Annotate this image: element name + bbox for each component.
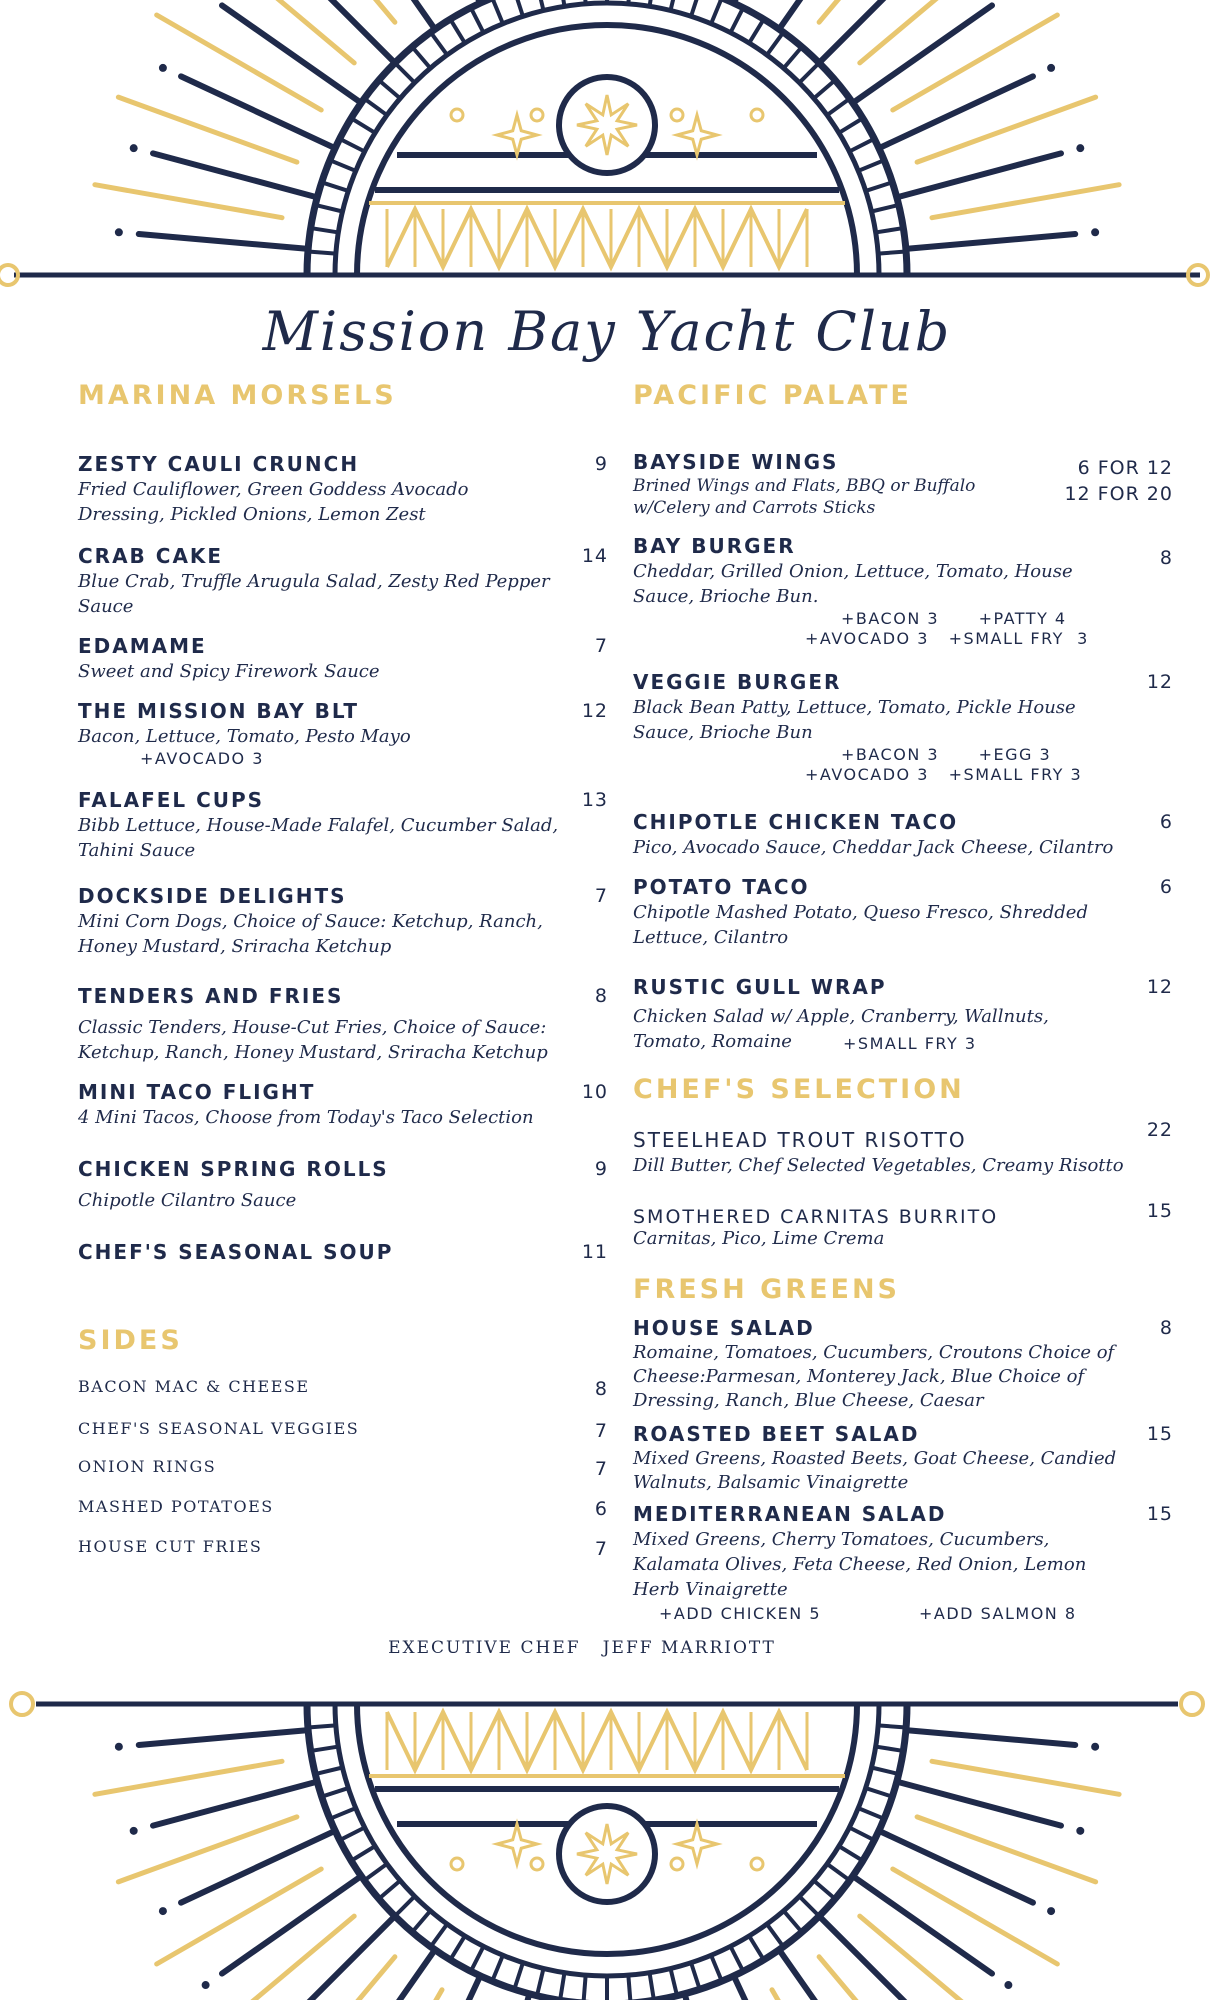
side-item	[78, 1496, 608, 1518]
item-description: Mixed Greens, Cherry Tomatoes, Cucumbers, Kalamata Olives, Feta Cheese, Red Onion, Lemon Herb Vinaigrette	[633, 1529, 1087, 1600]
item-price: 15	[1146, 1200, 1173, 1222]
item-name: VEGGIE BURGER	[633, 670, 842, 694]
item-name: CHEF'S SEASONAL SOUP	[78, 1240, 394, 1264]
side-item	[78, 1536, 608, 1558]
item-addon: +AVOCADO 3 +SMALL FRY 3	[805, 765, 1083, 784]
menu-item	[633, 974, 1173, 1054]
item-addon-row	[633, 1604, 1125, 1626]
restaurant-title: Mission Bay Yacht Club	[262, 300, 952, 363]
item-price: 7	[594, 635, 608, 657]
item-description: Brined Wings and Flats, BBQ or Buffalo w/Celery and Carrots Sticks	[633, 476, 976, 518]
menu-item	[633, 449, 1173, 519]
section-title-marina-morsels: MARINA MORSELS	[78, 380, 397, 411]
item-addon: +AVOCADO 3	[140, 749, 264, 768]
item-name: BAY BURGER	[633, 534, 796, 558]
menu-item	[633, 874, 1173, 950]
side-name: BACON MAC & CHEESE	[78, 1377, 310, 1396]
item-name: POTATO TACO	[633, 875, 810, 899]
menu-item	[633, 1315, 1173, 1413]
item-name: STEELHEAD TROUT RISOTTO	[633, 1128, 967, 1152]
item-addon: +SMALL FRY 3	[843, 1034, 977, 1053]
sunburst-header-ornament	[0, 0, 1214, 290]
item-name: SMOTHERED CARNITAS BURRITO	[633, 1206, 999, 1228]
menu-item	[633, 809, 1173, 860]
menu-item	[633, 1200, 1173, 1249]
executive-chef-credit: EXECUTIVE CHEF JEFF MARRIOTT	[388, 1638, 776, 1658]
item-price: 13	[581, 789, 608, 811]
menu-item	[78, 983, 608, 1065]
item-price: 8	[1159, 1317, 1173, 1339]
item-description: 4 Mini Tacos, Choose from Today's Taco Selection	[78, 1107, 534, 1128]
menu-item	[78, 1239, 608, 1265]
item-description: Mixed Greens, Roasted Beets, Goat Cheese, Candied Walnuts, Balsamic Vinaigrette	[633, 1448, 1117, 1493]
item-name: FALAFEL CUPS	[78, 788, 265, 812]
item-price: 15	[1146, 1503, 1173, 1525]
item-name: RUSTIC GULL WRAP	[633, 975, 887, 999]
side-name: MASHED POTATOES	[78, 1497, 274, 1516]
item-description: Blue Crab, Truffle Arugula Salad, Zesty Red Pepper Sauce	[78, 571, 550, 617]
section-title-pacific-palate: PACIFIC PALATE	[633, 380, 912, 411]
item-description: Sweet and Spicy Firework Sauce	[78, 661, 380, 682]
item-addon: +BACON 3 +EGG 3	[841, 745, 1052, 764]
side-name: HOUSE CUT FRIES	[78, 1537, 263, 1556]
menu-item	[633, 1501, 1173, 1626]
item-name: MEDITERRANEAN SALAD	[633, 1502, 947, 1526]
item-addon: +BACON 3 +PATTY 4	[841, 609, 1067, 628]
item-name: CRAB CAKE	[78, 544, 224, 568]
sunburst-footer-ornament	[0, 1690, 1214, 2000]
section-title-chefs-selection: CHEF'S SELECTION	[633, 1074, 965, 1105]
item-price: 22	[1146, 1119, 1173, 1141]
item-addon: +ADD CHICKEN 5	[659, 1604, 822, 1623]
right-column	[633, 380, 1173, 1626]
item-price: 11	[581, 1241, 608, 1263]
item-name: TENDERS AND FRIES	[78, 984, 344, 1008]
menu-item	[78, 633, 608, 684]
item-price: 14	[581, 545, 608, 567]
side-item	[78, 1456, 608, 1478]
section-title-sides: SIDES	[78, 1325, 183, 1356]
item-description: Chipotle Mashed Potato, Queso Fresco, Shredded Lettuce, Cilantro	[633, 902, 1088, 948]
side-price: 7	[594, 1458, 608, 1480]
item-description: Chicken Salad w/ Apple, Cranberry, Wallnuts, Tomato, Romaine	[633, 1006, 1049, 1052]
item-price: 9	[594, 453, 608, 475]
item-price: 9	[594, 1158, 608, 1180]
menu-item	[633, 669, 1173, 785]
item-name: HOUSE SALAD	[633, 1316, 815, 1340]
section-title-fresh-greens: FRESH GREENS	[633, 1274, 901, 1305]
item-addon: +ADD SALMON 8	[919, 1604, 1077, 1623]
side-price: 8	[594, 1378, 608, 1400]
item-price-option: 12 FOR 20	[1064, 483, 1173, 505]
item-price: 8	[594, 985, 608, 1007]
side-price: 7	[594, 1420, 608, 1442]
item-description: Romaine, Tomatoes, Cucumbers, Croutons Choice of Cheese:Parmesan, Monterey Jack, Blue Choice of Dressing, Ranch, Blue Cheese, Caesar	[633, 1342, 1115, 1411]
menu-item	[78, 698, 608, 769]
item-price: 7	[594, 885, 608, 907]
item-name: MINI TACO FLIGHT	[78, 1080, 316, 1104]
menu-item	[78, 1156, 608, 1213]
item-name: THE MISSION BAY BLT	[78, 699, 359, 723]
menu-item	[78, 787, 608, 863]
side-item	[78, 1418, 608, 1440]
side-price: 7	[594, 1538, 608, 1560]
item-addon: +AVOCADO 3 +SMALL FRY 3	[805, 629, 1089, 648]
item-name: CHIPOTLE CHICKEN TACO	[633, 810, 959, 834]
left-column	[78, 380, 608, 1558]
menu-item	[78, 1079, 608, 1130]
menu-item	[633, 1421, 1173, 1495]
item-price: 12	[581, 700, 608, 722]
menu-item	[78, 543, 608, 619]
item-description: Pico, Avocado Sauce, Cheddar Jack Cheese, Cilantro	[633, 837, 1114, 858]
item-name: CHICKEN SPRING ROLLS	[78, 1157, 389, 1181]
side-name: ONION RINGS	[78, 1457, 217, 1476]
item-name: ZESTY CAULI CRUNCH	[78, 452, 360, 476]
item-price: 12	[1146, 671, 1173, 693]
side-item	[78, 1376, 608, 1398]
item-price: 6	[1159, 876, 1173, 898]
item-description: Cheddar, Grilled Onion, Lettuce, Tomato, House Sauce, Brioche Bun.	[633, 561, 1073, 607]
item-description: Carnitas, Pico, Lime Crema	[633, 1228, 885, 1249]
item-description: Bibb Lettuce, House-Made Falafel, Cucumber Salad, Tahini Sauce	[78, 815, 559, 861]
item-description: Fried Cauliflower, Green Goddess Avocado Dressing, Pickled Onions, Lemon Zest	[78, 479, 469, 525]
item-name: DOCKSIDE DELIGHTS	[78, 884, 347, 908]
item-description: Mini Corn Dogs, Choice of Sauce: Ketchup, Ranch, Honey Mustard, Sriracha Ketchup	[78, 911, 543, 957]
side-name: CHEF'S SEASONAL VEGGIES	[78, 1419, 360, 1438]
item-description: Bacon, Lettuce, Tomato, Pesto Mayo	[78, 726, 411, 747]
item-price: 8	[1159, 547, 1173, 569]
item-name: BAYSIDE WINGS	[633, 450, 839, 474]
item-price: 15	[1146, 1423, 1173, 1445]
item-price-option: 6 FOR 12	[1077, 457, 1173, 479]
item-price	[1064, 455, 1173, 507]
side-price: 6	[594, 1498, 608, 1520]
item-description: Dill Butter, Chef Selected Vegetables, Creamy Risotto	[633, 1155, 1124, 1176]
menu-item	[633, 533, 1173, 649]
item-description: Classic Tenders, House-Cut Fries, Choice of Sauce: Ketchup, Ranch, Honey Mustard, Sriracha Ketchup	[78, 1017, 548, 1063]
menu-item	[633, 1119, 1173, 1178]
item-description: Black Bean Patty, Lettuce, Tomato, Pickle House Sauce, Brioche Bun	[633, 697, 1076, 743]
item-price: 12	[1146, 976, 1173, 998]
item-price: 6	[1159, 811, 1173, 833]
item-price: 10	[581, 1081, 608, 1103]
item-name: ROASTED BEET SALAD	[633, 1422, 920, 1446]
menu-item	[78, 451, 608, 527]
item-description: Chipotle Cilantro Sauce	[78, 1190, 297, 1211]
menu-item	[78, 883, 608, 959]
item-name: EDAMAME	[78, 634, 207, 658]
